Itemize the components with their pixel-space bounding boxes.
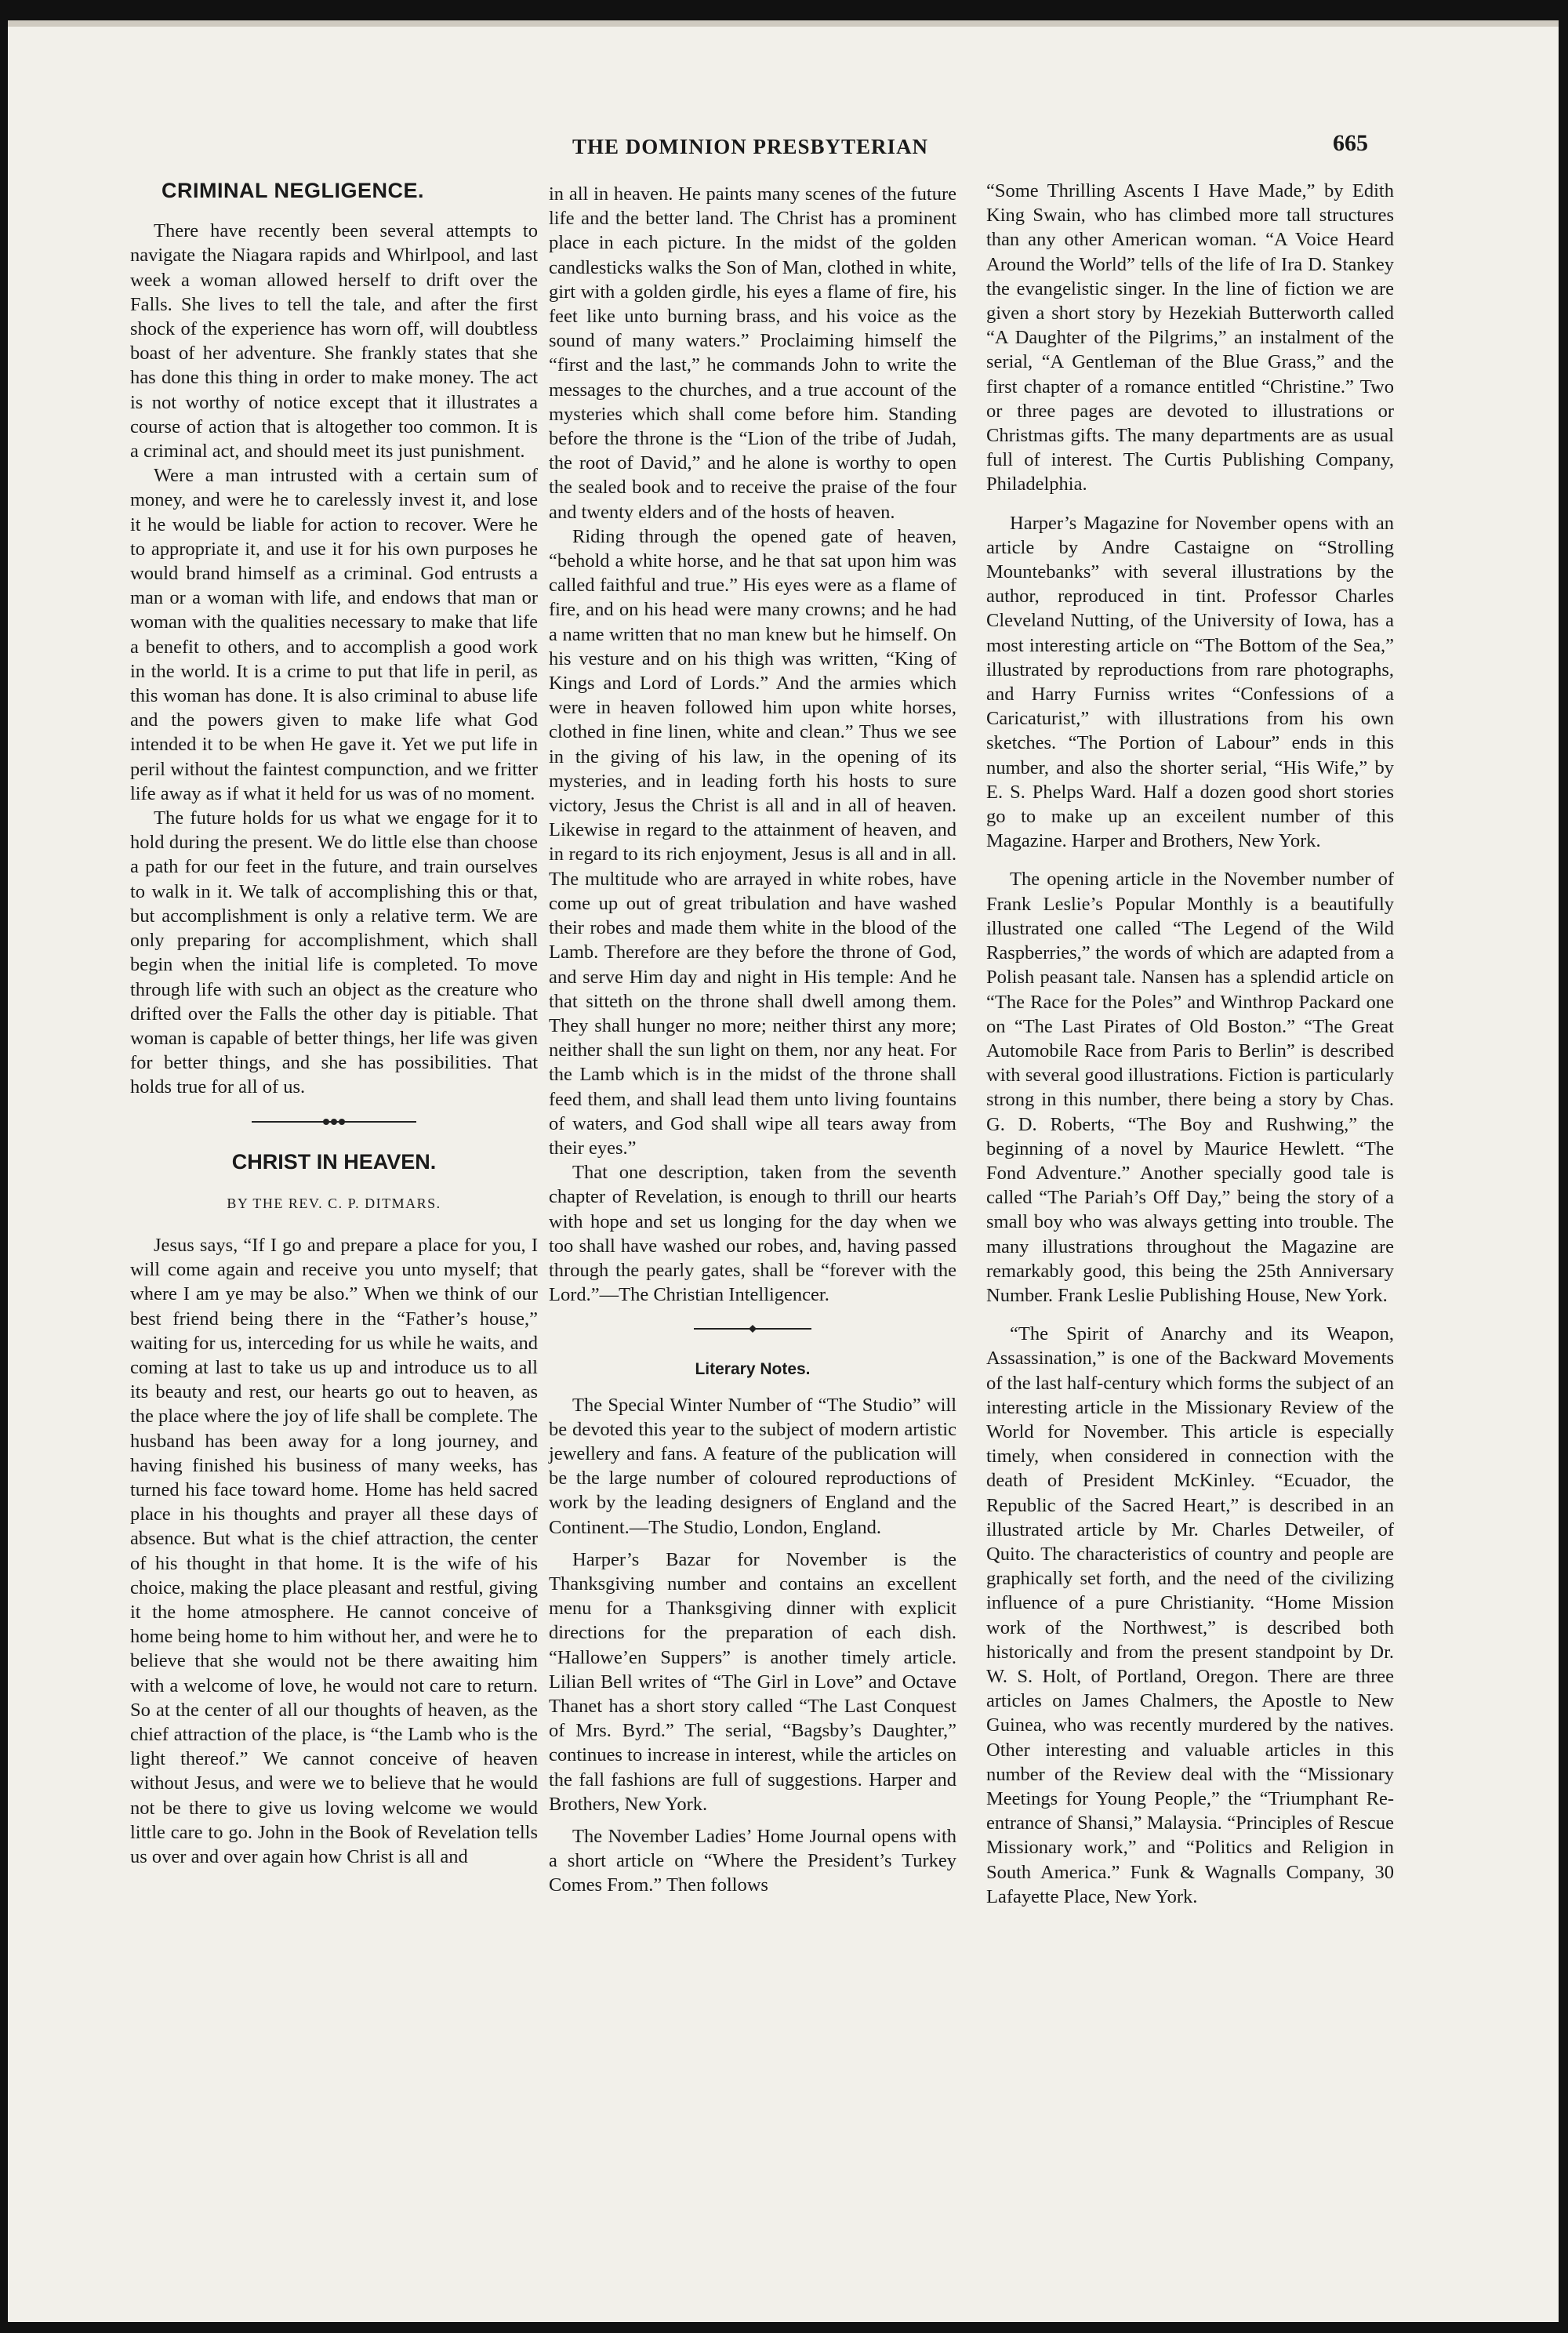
article-paragraph: Were a man intrusted with a certain sum of money, and were he to carelessly invest it, and lose it he would be liable for action to recover. Were he to appropriate it, and use it for his own purposes he would brand himself as a criminal. God entrusts a man or a woman with life, and endows that man or woman with the qualities necessary to make that life a benefit to others, and to accomplish a good work in the world. It is a crime to put that life in peril, as this woman has done. It is also criminal to abuse life and the powers given to make life what God intended it to be when He gave it. Yet we put life in peril without the faintest compunction, and we fritter life away as if what it held for us was of no moment. <box>130 465 538 804</box>
notice-paragraph: Harper’s Bazar for November is the Thanksgiving number and contains an excellent menu for a Thanksgiving dinner with explicit directions for the preparation of each dish. “Hallowe’en Suppers” is another timely article. Lilian Bell writes of “The Girl in Love” and Octave Thanet has a short story called “The Last Conquest of Mrs. Byrd.” The serial, “Bagsby’s Daughter,” continues to increase in interest, while the articles on the fall fashions are full of suggestions. Harper and Brothers, New York. <box>549 1548 956 1815</box>
notice-paragraph: The Special Winter Number of “The Studio” will be devoted this year to the subject of modern artistic jewellery and fans. A feature of the publication will be the large number of coloured reproductions of work by the leading designers of England and the Continent.—The Studio, London, England. <box>549 1394 956 1538</box>
column-1 <box>130 179 538 1869</box>
notice-paragraph: The November Ladies’ Home Journal opens with a short article on “Where the President’s Turkey Comes From.” Then follows <box>549 1826 956 1896</box>
byline: BY THE REV. C. P. DITMARS. <box>227 1195 441 1211</box>
section-heading: Literary Notes. <box>695 1360 811 1379</box>
article-paragraph: There have recently been several attempts to navigate the Niagara rapids and Whirlpool, and last week a woman allowed herself to drift over the Falls. She lives to tell the tale, and after the first shock of the experience has worn off, will doubtless boast of her adventure. She frankly states that she has done this thing in order to make money. The act is not worthy of notice except that it illustrates a course of action that is altogether too common. It is a criminal act, and should meet its just punishment. <box>130 220 538 463</box>
article-paragraph: That one description, taken from the seventh chapter of Revelation, is enough to thrill our hearts with hope and set us longing for the day when we too shall have washed our robes, and, having passed through the pearly gates, shall be “forever with the Lord.”—The Christian Intelligencer. <box>549 1162 956 1306</box>
section-divider <box>130 1108 538 1136</box>
article-paragraph: The future holds for us what we engage for it to hold during the present. We do little else than choose a path for our feet in the future, and train ourselves to walk in it. We talk of accomplishing this or that, but accomplishment is only a relative term. We are only preparing for accomplishment, which shall begin when the initial life is completed. To move through life with such an object as the creature who drifted over the Falls the other day is pitiable. That woman is capable of better things, her life was given for better things, and she has possibilities. That holds true for all of us. <box>130 807 538 1098</box>
scan-top-shadow <box>0 20 1568 27</box>
running-head: THE DOMINION PRESBYTERIAN <box>572 135 929 158</box>
column-2 <box>549 182 956 1898</box>
scan-right-border <box>1559 0 1568 2333</box>
scan-bottom-border <box>0 2322 1568 2333</box>
article-paragraph-continued: in all in heaven. He paints many scenes of the future life and the better land. The Christ has a prominent place in each picture. In the midst of the golden candlesticks walks the Son of Man, clothed in white, girt with a golden girdle, his eyes a flame of fire, his feet like unto burning brass, and his voice as the sound of many waters.” Proclaiming himself the “first and the last,” he commands John to write the messages to the churches, and a true account of the mysteries which shall come before him. Standing before the throne is the “Lion of the tribe of Judah, the root of David,” and he alone is worthy to open the sealed book and to receive the praise of the four and twenty elders and of the hosts of heaven. <box>549 183 956 523</box>
page-number: 665 <box>1333 130 1368 156</box>
notice-paragraph: Harper’s Magazine for November opens with an article by Andre Castaigne on “Strolling Mountebanks” with several illustrations by the author, reproduced in tint. Professor Charles Cleveland Nutting, of the University of Iowa, has a most interesting article on “The Bottom of the Sea,” illustrated by reproductions from rare photographs, and Harry Furniss writes “Confessions of a Caricaturist,” with illustrations from his own sketches. “The Portion of Labour” ends in this number, and also the shorter serial, “His Wife,” by E. S. Phelps Ward. Half a dozen good short stories go to make up an exceilent number of this Magazine. Harper and Brothers, New York. <box>986 512 1394 852</box>
column-3 <box>986 179 1394 1909</box>
section-divider <box>549 1315 956 1343</box>
article-title: CHRIST IN HEAVEN. <box>231 1149 437 1174</box>
article-title: CRIMINAL NEGLIGENCE. <box>162 179 425 202</box>
article-paragraph: Riding through the opened gate of heaven, “behold a white horse, and he that sat upon him was called faithful and true.” His eyes were as a flame of fire, and on his head were many crowns; and he had a name written that no man knew but he himself. On his vesture and on his thigh was written, “King of Kings and Lord of Lords.” And the armies which were in heaven followed him upon white horses, clothed in fine linen, white and clean.” Thus we see in the giving of his law, in the opening of its mysteries, and in leading forth his hosts to sure victory, Jesus the Christ is all and in all of heaven. Likewise in regard to the attainment of heaven, and in regard to its rich enjoyment, Jesus is all and in all. The multitude who are arrayed in white robes, have come up out of great tribulation and have washed their robes and made them white in the blood of the Lamb. Therefore are they before the throne of God, and serve Him day and night in His temple: And he that sitteth on the throne shall dwell among them. They shall hunger no more; neither thirst any more; neither shall the sun light on them, nor any heat. For the Lamb which is in the midst of the throne shall feed them, and shall lead them unto living fountains of waters, and God shall wipe all tears away from their eyes.” <box>549 525 956 1159</box>
scan-top-border <box>0 0 1568 20</box>
scan-left-border <box>0 0 8 2333</box>
article-paragraph: Jesus says, “If I go and prepare a place for you, I will come again and receive you unto myself; that where I am ye may be also.” When we think of our best friend being there in the “Father’s house,” waiting for us, interceding for us while he waits, and coming at last to take us up and introduce us to all its beauty and rest, our hearts go out to heaven, as the place where the joy of life shall be complete. The husband has been away for a long journey, and having finished his business of many weeks, has turned his face toward home. Home has held sacred place in his thoughts and prayer all these days of absence. But what is the chief attraction, the center of his thought in that home. It is the wife of his choice, making the place pleasant and restful, giving it the home atmosphere. He cannot conceive of home being home to him without her, and were he to believe that she would not be there awaiting him with a welcome of love, he would not care to return. So at the center of all our thoughts of heaven, as the chief attraction of the place, is “the Lamb who is the light thereof.” We cannot conceive of heaven without Jesus, and were we to believe that he would not be there to give us loving welcome we would little care to go. John in the Book of Revelation tells us over and over again how Christ is all and <box>130 1234 538 1867</box>
notice-paragraph: The opening article in the November number of Frank Leslie’s Popular Monthly is a beautifully illustrated one called “The Legend of the Wild Raspberries,” the words of which are adapted from a Polish peasant tale. Nansen has a splendid article on “The Race for the Poles” and Winthrop Packard one on “The Last Pirates of Old Boston.” “The Great Automobile Race from Paris to Berlin” is described with several good illustrations. Fiction is particularly strong in this number, there being a story by Chas. G. D. Roberts, “The Boy and Rushwing,” the beginning of a novel by Maurice Hewlett. “The Fond Adventure.” Another specially good tale is called “The Pariah’s Off Day,” being the story of a small boy who was always getting into trouble. The many illustrations throughout the Magazine are remarkably good, this being the 25th Anniversary Number. Frank Leslie Publishing House, New York. <box>986 869 1394 1306</box>
notice-paragraph-continued: “Some Thrilling Ascents I Have Made,” by Edith King Swain, who has climbed more tall structures than any other American woman. “A Voice Heard Around the World” tells of the life of Ira D. Stankey the evangelistic singer. In the line of fiction we are given a short story by Hezekiah Butterworth called “A Daughter of the Pilgrims,” an instalment of the serial, “A Gentleman of the Blue Grass,” and the first chapter of a romance entitled “Christine.” Two or three pages are devoted to illustrations or Christmas gifts. The many departments are as usual full of interest. The Curtis Publishing Company, Philadelphia. <box>986 180 1394 495</box>
notice-paragraph: “The Spirit of Anarchy and its Weapon, Assassination,” is one of the Backward Movements of the last half-century which forms the subject of an interesting article in the Missionary Review of the World for November. This article is especially timely, when considered in connection with the death of President McKinley. “Ecuador, the Republic of the Sacred Heart,” is described in an illustrated article by Mr. Charles Detweiler, of Quito. The characteristics of country and people are graphically set forth, and the need of the civilizing influence of a pure Christianity. “Home Mission work of the Northwest,” is described both historically and from the present standpoint by Dr. W. S. Holt, of Portland, Oregon. There are three articles on James Chalmers, the Apostle to New Guinea, who was recently murdered by the natives. Other interesting and valuable articles in this number of the Review deal with the “Missionary Meetings for Young People,” the “Triumphant Re-entrance of Shansi,” Malaysia. “Principles of Rescue Missionary work,” and “Politics and Religion in South America.” Funk & Wagnalls Company, 30 Lafayette Place, New York. <box>986 1323 1394 1907</box>
